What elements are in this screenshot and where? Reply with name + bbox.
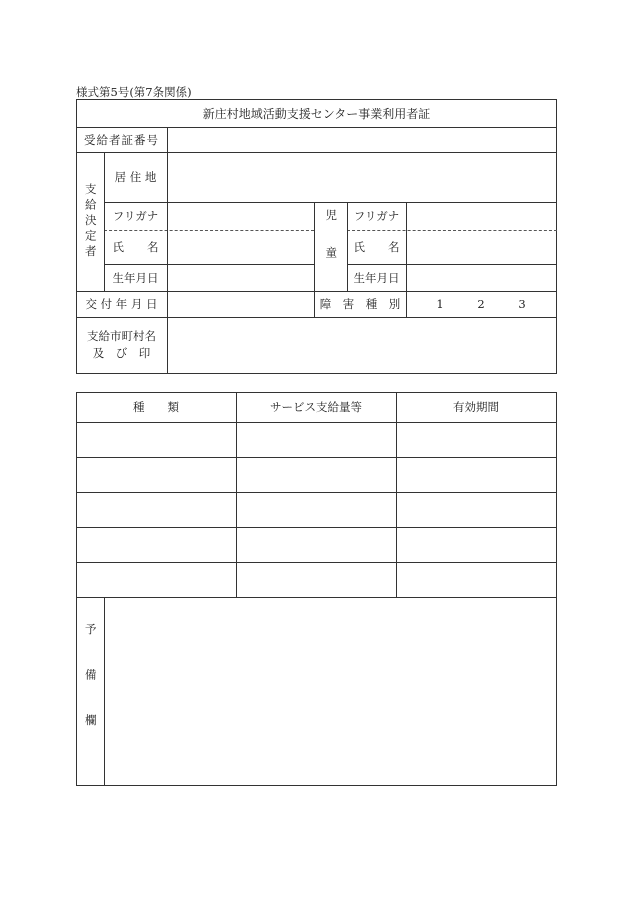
table-cell[interactable] [397,563,556,597]
table-cell[interactable] [397,493,556,527]
table-cell[interactable] [397,458,556,492]
recipient-cert-number-label: 受給者証番号 [84,132,159,147]
issue-date-field[interactable] [168,292,314,317]
disability-option-2[interactable]: 2 [477,297,485,311]
recipient-name-field[interactable] [168,231,314,264]
residence-field[interactable] [168,153,556,202]
table-cell[interactable] [77,563,236,597]
disability-option-1[interactable]: 1 [436,297,444,311]
child-birth-date-label: 生年月日 [353,270,400,285]
child-name-field[interactable] [407,231,556,264]
table-cell[interactable] [237,423,396,457]
recipient-furigana-label: フリガナ [112,209,159,223]
table-cell[interactable] [77,528,236,562]
certificate-title: 新庄村地域活動支援センター事業利用者証 [202,106,431,121]
municipality-label-line1: 支給市町村名 [87,329,156,343]
table-cell[interactable] [237,563,396,597]
table-cell[interactable] [397,528,556,562]
child-label: 児童 [324,209,339,284]
recipient-cert-number-field[interactable] [168,128,556,152]
residence-label: 居 住 地 [114,170,157,184]
table-cell[interactable] [397,423,556,457]
recipient-birth-date-label: 生年月日 [112,270,159,285]
header-validity-period: 有効期間 [453,400,499,414]
child-name-label: 氏 名 [353,240,400,254]
disability-type-label: 障 害 種 別 [319,297,401,311]
form-number: 様式第5号(第7条関係) [76,85,192,99]
table-cell[interactable] [77,458,236,492]
table-cell[interactable] [77,423,236,457]
municipality-label-line2: 及 び 印 [92,346,151,360]
header-type: 種 類 [133,400,179,414]
child-birth-date-field[interactable] [407,265,556,291]
issue-date-label: 交 付 年 月 日 [85,297,158,311]
recipient-furigana-field[interactable] [168,203,314,230]
remarks-label: 予備欄 [83,622,98,760]
recipient-side-label: 支給決定者 [83,183,98,261]
recipient-name-label: 氏 名 [112,240,159,254]
table-cell[interactable] [237,493,396,527]
table-cell[interactable] [237,528,396,562]
table-cell[interactable] [77,493,236,527]
disability-option-3[interactable]: 3 [518,297,526,311]
header-service-amount: サービス支給量等 [270,400,362,414]
child-furigana-label: フリガナ [353,209,400,223]
table-cell[interactable] [237,458,396,492]
recipient-birth-date-field[interactable] [168,265,314,291]
child-furigana-field[interactable] [407,203,556,230]
municipality-seal-field[interactable] [168,318,556,373]
remarks-field[interactable] [105,598,556,785]
